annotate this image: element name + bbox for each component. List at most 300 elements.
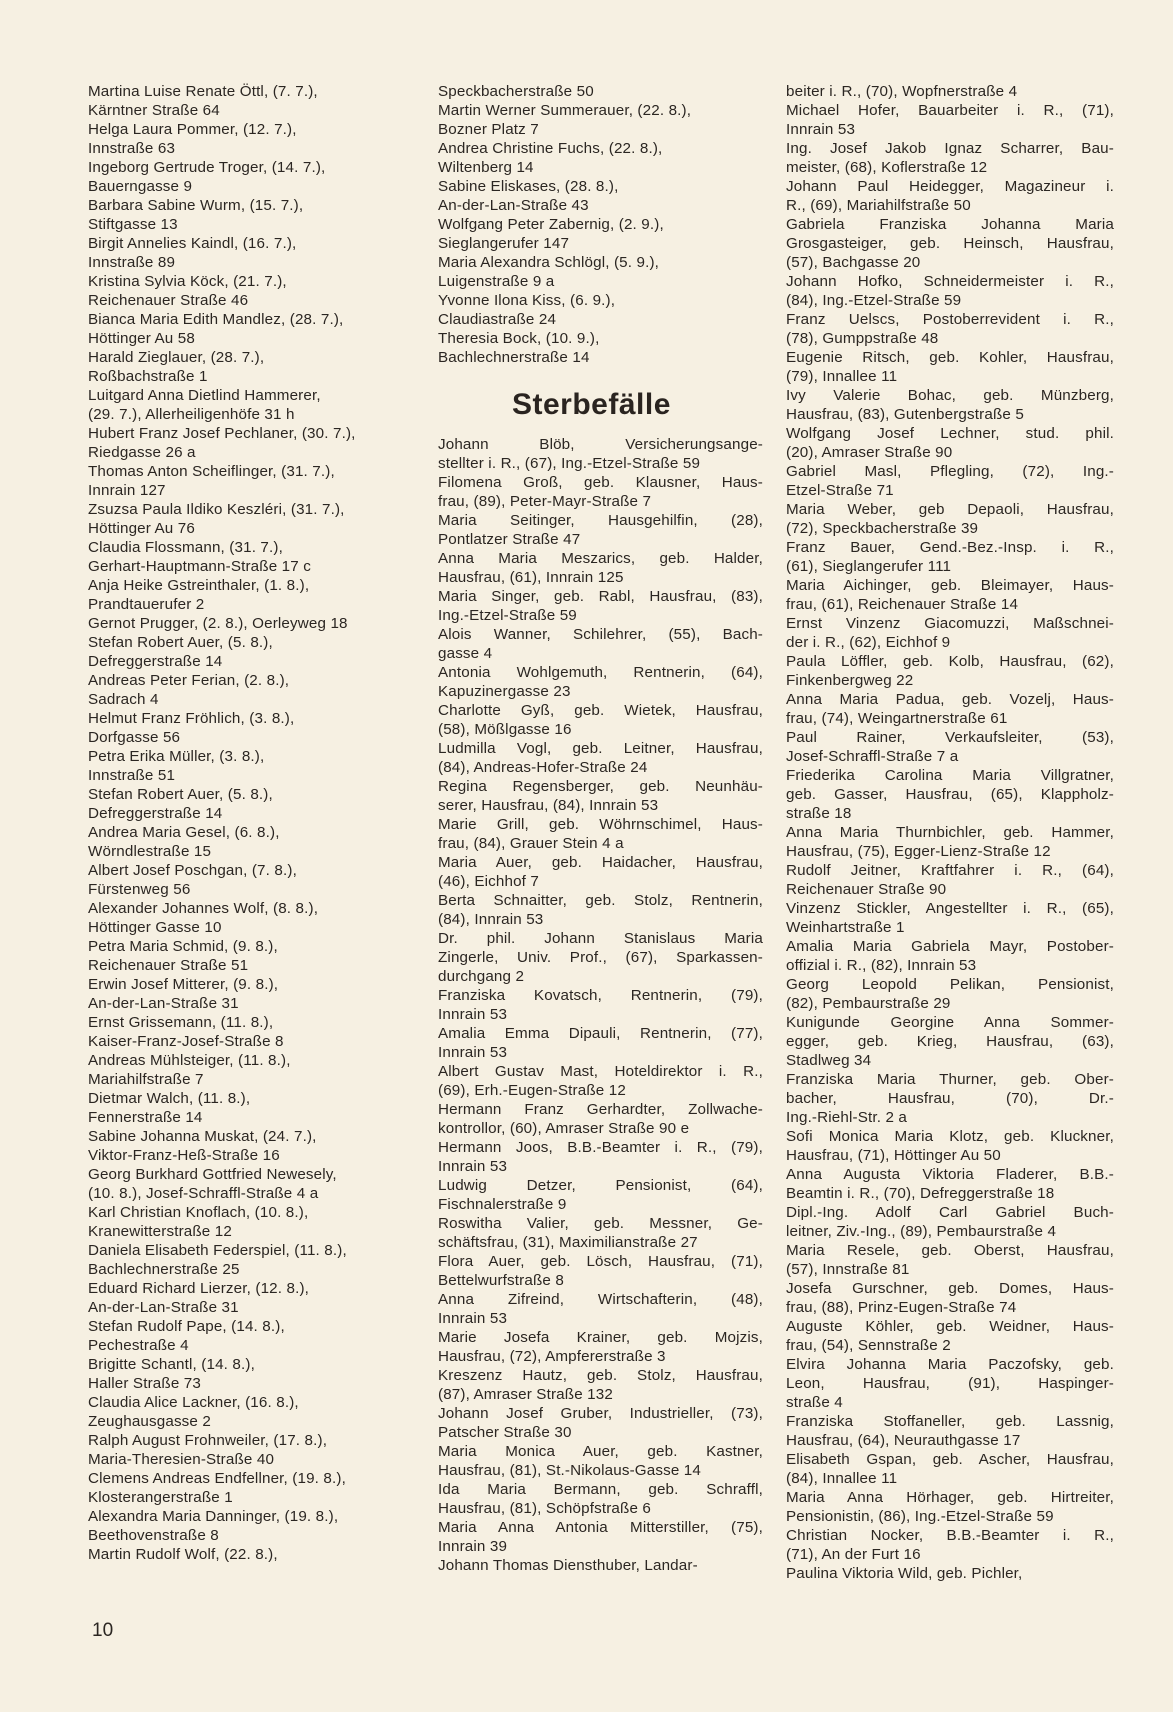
text-line: Stefan Robert Auer, (5. 8.), — [88, 634, 273, 651]
text-line: Innrain 39 — [438, 1538, 508, 1555]
text-line: Petra Erika Müller, (3. 8.), — [88, 748, 265, 765]
death-entry — [786, 576, 1114, 614]
text-line: Claudia Alice Lackner, (16. 8.), — [88, 1394, 299, 1411]
text-line: Franziska Kovatsch, Rentnerin, (79), — [438, 987, 763, 1004]
deaths-heading: Sterbefälle — [512, 388, 671, 421]
death-entry — [438, 1442, 763, 1480]
death-entry — [786, 766, 1114, 823]
text-line: Ralph August Frohnweiler, (17. 8.), — [88, 1432, 328, 1449]
text-line: Innrain 53 — [438, 1006, 508, 1023]
text-line: Vinzenz Stickler, Angestellter i. R., (65), — [786, 900, 1114, 917]
death-entry — [786, 1241, 1114, 1279]
text-line: Franz Bauer, Gend.-Bez.-Insp. i. R., — [786, 539, 1114, 556]
text-line: Rudolf Jeitner, Kraftfahrer i. R., (64), — [786, 862, 1114, 879]
text-line: Eugenie Ritsch, geb. Kohler, Hausfrau, — [786, 349, 1114, 366]
text-line: Helga Laura Pommer, (12. 7.), — [88, 121, 297, 138]
text-line: Wiltenberg 14 — [438, 159, 534, 176]
text-line: Hausfrau, (83), Gutenbergstraße 5 — [786, 406, 1024, 423]
text-line: Gerhart-Hauptmann-Straße 17 c — [88, 558, 311, 575]
text-line: Paulina Viktoria Wild, geb. Pichler, — [786, 1565, 1023, 1582]
text-line: (61), Sieglangerufer 111 — [786, 558, 952, 575]
text-line: Höttinger Au 76 — [88, 520, 195, 537]
text-line: Christian Nocker, B.B.-Beamter i. R., — [786, 1527, 1114, 1544]
text-line: Zeughausgasse 2 — [88, 1413, 211, 1430]
text-line: Prandtauerufer 2 — [88, 596, 205, 613]
death-entry — [438, 891, 763, 929]
text-line: Innstraße 63 — [88, 140, 176, 157]
text-line: Innrain 53 — [438, 1044, 508, 1061]
text-line: meister, (68), Koflerstraße 12 — [786, 159, 988, 176]
text-line: bacher, Hausfrau, (70), Dr.- — [786, 1090, 1114, 1107]
text-line: Johann Blöb, Versicherungsange- — [438, 436, 763, 453]
text-line: Hermann Joos, B.B.-Beamter i. R., (79), — [438, 1139, 763, 1156]
text-line: Marie Josefa Krainer, geb. Mojzis, — [438, 1329, 763, 1346]
death-entry — [786, 728, 1114, 766]
text-line: Maria Aichinger, geb. Bleimayer, Haus- — [786, 577, 1114, 594]
text-line: (87), Amraser Straße 132 — [438, 1386, 613, 1403]
text-line: Maria Auer, geb. Haidacher, Hausfrau, — [438, 854, 763, 871]
text-line: Anna Maria Padua, geb. Vozelj, Haus- — [786, 691, 1114, 708]
text-line: Claudia Flossmann, (31. 7.), — [88, 539, 283, 556]
death-entry — [786, 614, 1114, 652]
text-line: Franziska Maria Thurner, geb. Ober- — [786, 1071, 1114, 1088]
text-line: Thomas Anton Scheiflinger, (31. 7.), — [88, 463, 335, 480]
text-line: Sieglangerufer 147 — [438, 235, 570, 252]
text-line: Kranewitterstraße 12 — [88, 1223, 232, 1240]
text-line: Amalia Maria Gabriela Mayr, Postober- — [786, 938, 1114, 955]
text-line: Martin Werner Summerauer, (22. 8.), — [438, 102, 692, 119]
text-line: Hubert Franz Josef Pechlaner, (30. 7.), — [88, 425, 356, 442]
text-line: (78), Gumppstraße 48 — [786, 330, 939, 347]
text-line: Klosterangerstraße 1 — [88, 1489, 233, 1506]
text-line: Anna Maria Meszarics, geb. Halder, — [438, 550, 763, 567]
death-entry — [438, 1100, 763, 1138]
text-line: Maria Monica Auer, geb. Kastner, — [438, 1443, 763, 1460]
text-line: (57), Bachgasse 20 — [786, 254, 921, 271]
text-line: frau, (89), Peter-Mayr-Straße 7 — [438, 493, 652, 510]
death-entry — [786, 310, 1114, 348]
death-entry — [786, 82, 1114, 101]
text-line: (71), An der Furt 16 — [786, 1546, 921, 1563]
death-entry — [438, 435, 763, 473]
text-line: Fürstenweg 56 — [88, 881, 191, 898]
text-line: Ernst Grissemann, (11. 8.), — [88, 1014, 274, 1031]
text-line: Charlotte Gyß, geb. Wietek, Hausfrau, — [438, 702, 763, 719]
text-line: Hausfrau, (61), Innrain 125 — [438, 569, 624, 586]
death-entry — [786, 1013, 1114, 1070]
text-line: Innstraße 89 — [88, 254, 176, 271]
text-line: Innstraße 51 — [88, 767, 176, 784]
death-entry — [786, 1564, 1114, 1583]
text-line: Alexandra Maria Danninger, (19. 8.), — [88, 1508, 339, 1525]
text-line: Defreggerstraße 14 — [88, 805, 223, 822]
text-line: Patscher Straße 30 — [438, 1424, 572, 1441]
text-line: Josefa Gurschner, geb. Domes, Haus- — [786, 1280, 1114, 1297]
text-line: Hausfrau, (71), Höttinger Au 50 — [786, 1147, 1001, 1164]
text-line: An-der-Lan-Straße 43 — [438, 197, 589, 214]
text-line: Andreas Mühlsteiger, (11. 8.), — [88, 1052, 291, 1069]
text-line: der i. R., (62), Eichhof 9 — [786, 634, 951, 651]
text-line: Franz Uelscs, Postoberrevident i. R., — [786, 311, 1114, 328]
death-entry — [438, 1252, 763, 1290]
death-entry — [438, 1518, 763, 1556]
text-line: (29. 7.), Allerheiligenhöfe 31 h — [88, 406, 295, 423]
text-line: Bettelwurfstraße 8 — [438, 1272, 564, 1289]
text-line: frau, (84), Grauer Stein 4 a — [438, 835, 624, 852]
text-line: Sabine Eliskases, (28. 8.), — [438, 178, 619, 195]
death-entry — [786, 386, 1114, 424]
text-line: Wolfgang Peter Zabernig, (2. 9.), — [438, 216, 664, 233]
text-line: Friederika Carolina Maria Villgratner, — [786, 767, 1114, 784]
text-line: Bachlechnerstraße 14 — [438, 349, 590, 366]
text-line: Marie Grill, geb. Wöhrnschimel, Haus- — [438, 816, 763, 833]
text-line: Viktor-Franz-Heß-Straße 16 — [88, 1147, 280, 1164]
death-entry — [786, 462, 1114, 500]
text-line: Maria Seitinger, Hausgehilfin, (28), — [438, 512, 763, 529]
text-line: Sofi Monica Maria Klotz, geb. Kluckner, — [786, 1128, 1114, 1145]
text-line: R., (69), Mariahilfstraße 50 — [786, 197, 971, 214]
text-line: An-der-Lan-Straße 31 — [88, 995, 239, 1012]
death-entry — [438, 1214, 763, 1252]
text-line: Etzel-Straße 71 — [786, 482, 894, 499]
text-line: Höttinger Au 58 — [88, 330, 195, 347]
text-line: Ludmilla Vogl, geb. Leitner, Hausfrau, — [438, 740, 763, 757]
text-line: Anja Heike Gstreinthaler, (1. 8.), — [88, 577, 310, 594]
text-line: Weinhartstraße 1 — [786, 919, 905, 936]
text-line: Ing.-Etzel-Straße 59 — [438, 607, 577, 624]
text-line: frau, (61), Reichenauer Straße 14 — [786, 596, 1019, 613]
death-entry — [786, 1355, 1114, 1412]
text-line: Reichenauer Straße 51 — [88, 957, 249, 974]
death-entry — [786, 1070, 1114, 1127]
death-entry — [438, 1366, 763, 1404]
death-entry — [786, 272, 1114, 310]
text-line: Harald Zieglauer, (28. 7.), — [88, 349, 265, 366]
death-entry — [786, 538, 1114, 576]
text-line: schäftsfrau, (31), Maximilianstraße 27 — [438, 1234, 698, 1251]
text-line: Zingerle, Univ. Prof., (67), Sparkassen- — [438, 949, 763, 966]
text-line: Elvira Johanna Maria Paczofsky, geb. — [786, 1356, 1114, 1373]
text-line: Finkenbergweg 22 — [786, 672, 914, 689]
text-line: Erwin Josef Mitterer, (9. 8.), — [88, 976, 279, 993]
text-line: Karl Christian Knoflach, (10. 8.), — [88, 1204, 309, 1221]
text-line: Ing. Josef Jakob Ignaz Scharrer, Bau- — [786, 140, 1114, 157]
text-line: Martin Rudolf Wolf, (22. 8.), — [88, 1546, 278, 1563]
text-line: geb. Gasser, Hausfrau, (65), Klappholz- — [786, 786, 1114, 803]
text-line: Paul Rainer, Verkaufsleiter, (53), — [786, 729, 1114, 746]
death-entry — [786, 937, 1114, 975]
death-entry — [786, 1450, 1114, 1488]
text-line: Ludwig Detzer, Pensionist, (64), — [438, 1177, 763, 1194]
text-line: Beethovenstraße 8 — [88, 1527, 219, 1544]
text-line: Beamtin i. R., (70), Defreggerstraße 18 — [786, 1185, 1055, 1202]
death-entry — [438, 1404, 763, 1442]
text-line: Claudiastraße 24 — [438, 311, 557, 328]
text-line: Bauerngasse 9 — [88, 178, 193, 195]
text-line: Innrain 53 — [438, 1158, 508, 1175]
text-line: (84), Ing.-Etzel-Straße 59 — [786, 292, 962, 309]
text-line: Defreggerstraße 14 — [88, 653, 223, 670]
death-entry — [786, 975, 1114, 1013]
text-line: frau, (74), Weingartnerstraße 61 — [786, 710, 1008, 727]
text-line: Riedgasse 26 a — [88, 444, 196, 461]
text-line: (58), Mößlgasse 16 — [438, 721, 572, 738]
text-line: Gabriel Masl, Pflegling, (72), Ing.- — [786, 463, 1114, 480]
text-line: Hausfrau, (81), St.-Nikolaus-Gasse 14 — [438, 1462, 701, 1479]
death-entry — [786, 500, 1114, 538]
death-entry — [438, 701, 763, 739]
text-line: An-der-Lan-Straße 31 — [88, 1299, 239, 1316]
text-line: Anna Zifreind, Wirtschafterin, (48), — [438, 1291, 763, 1308]
text-line: Albert Josef Poschgan, (7. 8.), — [88, 862, 297, 879]
text-line: Bianca Maria Edith Mandlez, (28. 7.), — [88, 311, 344, 328]
deaths-list-column-3 — [786, 82, 1114, 1583]
death-entry — [438, 625, 763, 663]
text-line: (69), Erh.-Eugen-Straße 12 — [438, 1082, 626, 1099]
text-line: straße 4 — [786, 1394, 843, 1411]
text-line: Albert Gustav Mast, Hoteldirektor i. R., — [438, 1063, 763, 1080]
text-line: Innrain 53 — [786, 121, 856, 138]
text-line: Maria Singer, geb. Rabl, Hausfrau, (83), — [438, 588, 763, 605]
death-entry — [786, 139, 1114, 177]
death-entry — [438, 986, 763, 1024]
death-entry — [786, 1127, 1114, 1165]
text-line: Gabriela Franziska Johanna Maria — [786, 216, 1114, 233]
death-entry — [786, 861, 1114, 899]
text-line: Helmut Franz Fröhlich, (3. 8.), — [88, 710, 295, 727]
text-line: gasse 4 — [438, 645, 493, 662]
text-line: Johann Thomas Diensthuber, Landar- — [438, 1557, 698, 1574]
text-line: Theresia Bock, (10. 9.), — [438, 330, 600, 347]
text-line: (72), Speckbacherstraße 39 — [786, 520, 979, 537]
death-entry — [438, 1556, 763, 1575]
text-line: Johann Hofko, Schneidermeister i. R., — [786, 273, 1114, 290]
text-line: Fischnalerstraße 9 — [438, 1196, 567, 1213]
death-entry — [786, 348, 1114, 386]
text-line: Anna Augusta Viktoria Fladerer, B.B.- — [786, 1166, 1114, 1183]
text-line: Dipl.-Ing. Adolf Carl Gabriel Buch- — [786, 1204, 1114, 1221]
death-entry — [786, 1317, 1114, 1355]
text-line: frau, (54), Sennstraße 2 — [786, 1337, 951, 1354]
text-line: Hausfrau, (81), Schöpfstraße 6 — [438, 1500, 652, 1517]
text-line: Andrea Maria Gesel, (6. 8.), — [88, 824, 280, 841]
text-line: Alois Wanner, Schilehrer, (55), Bach- — [438, 626, 763, 643]
text-line: Antonia Wohlgemuth, Rentnerin, (64), — [438, 664, 763, 681]
births-continued-list — [438, 82, 763, 367]
text-line: Wolfgang Josef Lechner, stud. phil. — [786, 425, 1114, 442]
text-line: Stefan Rudolf Pape, (14. 8.), — [88, 1318, 285, 1335]
text-line: Clemens Andreas Endfellner, (19. 8.), — [88, 1470, 346, 1487]
death-entry — [786, 1412, 1114, 1450]
death-entry — [438, 929, 763, 986]
text-line: Johann Paul Heidegger, Magazineur i. — [786, 178, 1114, 195]
text-line: (82), Pembaurstraße 29 — [786, 995, 951, 1012]
death-entry — [786, 652, 1114, 690]
text-line: Maria-Theresien-Straße 40 — [88, 1451, 275, 1468]
death-entry — [438, 1480, 763, 1518]
death-entry — [786, 177, 1114, 215]
text-line: Innrain 53 — [438, 1310, 508, 1327]
text-line: Hausfrau, (64), Neurauthgasse 17 — [786, 1432, 1021, 1449]
text-line: Pontlatzer Straße 47 — [438, 531, 581, 548]
text-line: Maria Weber, geb Depaoli, Hausfrau, — [786, 501, 1114, 518]
text-line: beiter i. R., (70), Wopfnerstraße 4 — [786, 83, 1018, 100]
text-line: Wörndlestraße 15 — [88, 843, 212, 860]
text-line: Hermann Franz Gerhardter, Zollwache- — [438, 1101, 763, 1118]
text-line: Josef-Schraffl-Straße 7 a — [786, 748, 959, 765]
text-line: Petra Maria Schmid, (9. 8.), — [88, 938, 278, 955]
death-entry — [786, 1203, 1114, 1241]
death-entry — [438, 1328, 763, 1366]
text-line: Ernst Vinzenz Giacomuzzi, Maßschnei- — [786, 615, 1114, 632]
text-line: Michael Hofer, Bauarbeiter i. R., (71), — [786, 102, 1114, 119]
text-line: Andreas Peter Ferian, (2. 8.), — [88, 672, 290, 689]
death-entry — [786, 1279, 1114, 1317]
text-line: Reichenauer Straße 46 — [88, 292, 249, 309]
text-line: straße 18 — [786, 805, 852, 822]
text-line: Daniela Elisabeth Federspiel, (11. 8.), — [88, 1242, 347, 1259]
text-line: Maria Anna Antonia Mitterstiller, (75), — [438, 1519, 763, 1536]
text-line: Franziska Stoffaneller, geb. Lassnig, — [786, 1413, 1114, 1430]
text-line: Stiftgasse 13 — [88, 216, 178, 233]
death-entry — [438, 473, 763, 511]
text-line: Andrea Christine Fuchs, (22. 8.), — [438, 140, 663, 157]
text-line: Ingeborg Gertrude Troger, (14. 7.), — [88, 159, 326, 176]
death-entry — [438, 777, 763, 815]
text-line: Kreszenz Hautz, geb. Stolz, Hausfrau, — [438, 1367, 763, 1384]
text-line: Stadlweg 34 — [786, 1052, 872, 1069]
text-line: egger, geb. Krieg, Hausfrau, (63), — [786, 1033, 1114, 1050]
death-entry — [786, 215, 1114, 272]
text-line: kontrollor, (60), Amraser Straße 90 e — [438, 1120, 690, 1137]
text-line: Sabine Johanna Muskat, (24. 7.), — [88, 1128, 317, 1145]
text-line: frau, (88), Prinz-Eugen-Straße 74 — [786, 1299, 1017, 1316]
text-line: Berta Schnaitter, geb. Stolz, Rentnerin, — [438, 892, 763, 909]
text-line: Reichenauer Straße 90 — [786, 881, 947, 898]
text-line: Pensionistin, (86), Ing.-Etzel-Straße 59 — [786, 1508, 1054, 1525]
death-entry — [438, 739, 763, 777]
text-line: (20), Amraser Straße 90 — [786, 444, 953, 461]
text-line: Mariahilfstraße 7 — [88, 1071, 204, 1088]
text-line: Dr. phil. Johann Stanislaus Maria — [438, 930, 763, 947]
death-entry — [438, 587, 763, 625]
text-line: Filomena Groß, geb. Klausner, Haus- — [438, 474, 763, 491]
text-line: Georg Leopold Pelikan, Pensionist, — [786, 976, 1114, 993]
death-entry — [438, 1024, 763, 1062]
text-line: Zsuzsa Paula Ildiko Keszléri, (31. 7.), — [88, 501, 345, 518]
text-line: Fennerstraße 14 — [88, 1109, 203, 1126]
text-line: Grosgasteiger, geb. Heinsch, Hausfrau, — [786, 235, 1114, 252]
text-line: Stefan Robert Auer, (5. 8.), — [88, 786, 273, 803]
text-line: Flora Auer, geb. Lösch, Hausfrau, (71), — [438, 1253, 763, 1270]
text-line: Kaiser-Franz-Josef-Straße 8 — [88, 1033, 284, 1050]
text-line: Birgit Annelies Kaindl, (16. 7.), — [88, 235, 297, 252]
death-entry — [786, 1488, 1114, 1526]
death-entry — [438, 1062, 763, 1100]
text-line: stellter i. R., (67), Ing.-Etzel-Straße 59 — [438, 455, 701, 472]
death-entry — [786, 101, 1114, 139]
text-line: Paula Löffler, geb. Kolb, Hausfrau, (62), — [786, 653, 1114, 670]
text-line: Barbara Sabine Wurm, (15. 7.), — [88, 197, 304, 214]
text-line: Regina Regensberger, geb. Neunhäu- — [438, 778, 763, 795]
text-line: Luigenstraße 9 a — [438, 273, 555, 290]
text-line: Kärntner Straße 64 — [88, 102, 220, 119]
text-line: (84), Innrain 53 — [438, 911, 544, 928]
text-line: durchgang 2 — [438, 968, 525, 985]
text-line: Ida Maria Bermann, geb. Schraffl, — [438, 1481, 763, 1498]
births-deaths-column-2 — [438, 82, 763, 1575]
death-entry — [438, 1176, 763, 1214]
text-line: Ivy Valerie Bohac, geb. Münzberg, — [786, 387, 1114, 404]
text-line: Kristina Sylvia Köck, (21. 7.), — [88, 273, 287, 290]
text-line: Luitgard Anna Dietlind Hammerer, — [88, 387, 321, 404]
text-line: Speckbacherstraße 50 — [438, 83, 594, 100]
text-line: Pechestraße 4 — [88, 1337, 189, 1354]
text-line: Haller Straße 73 — [88, 1375, 201, 1392]
text-line: Hausfrau, (72), Ampfererstraße 3 — [438, 1348, 666, 1365]
page-number: 10 — [92, 1620, 114, 1641]
death-entry — [438, 1290, 763, 1328]
text-line: (84), Andreas-Hofer-Straße 24 — [438, 759, 648, 776]
text-line: Innrain 127 — [88, 482, 166, 499]
death-entry — [438, 1138, 763, 1176]
text-line: Brigitte Schantl, (14. 8.), — [88, 1356, 255, 1373]
death-entry — [786, 424, 1114, 462]
death-entry — [438, 853, 763, 891]
text-line: Ing.-Riehl-Str. 2 a — [786, 1109, 908, 1126]
text-line: Georg Burkhard Gottfried Newesely, — [88, 1166, 337, 1183]
death-entry — [786, 1165, 1114, 1203]
text-line: Dorfgasse 56 — [88, 729, 181, 746]
text-line: Hausfrau, (75), Egger-Lienz-Straße 12 — [786, 843, 1051, 860]
death-entry — [438, 815, 763, 853]
text-line: Auguste Köhler, geb. Weidner, Haus- — [786, 1318, 1114, 1335]
text-line: Anna Maria Thurnbichler, geb. Hammer, — [786, 824, 1114, 841]
deaths-list-column-2 — [438, 435, 763, 1575]
text-line: Dietmar Walch, (11. 8.), — [88, 1090, 251, 1107]
text-line: Bozner Platz 7 — [438, 121, 539, 138]
death-entry — [786, 1526, 1114, 1564]
text-line: leitner, Ziv.-Ing., (89), Pembaurstraße 4 — [786, 1223, 1057, 1240]
text-line: offizial i. R., (82), Innrain 53 — [786, 957, 977, 974]
text-line: Maria Anna Hörhager, geb. Hirtreiter, — [786, 1489, 1114, 1506]
text-line: (84), Innallee 11 — [786, 1470, 898, 1487]
text-line: (79), Innallee 11 — [786, 368, 898, 385]
births-column-1 — [88, 82, 413, 1564]
text-line: Yvonne Ilona Kiss, (6. 9.), — [438, 292, 616, 309]
text-line: Roswitha Valier, geb. Messner, Ge- — [438, 1215, 763, 1232]
text-line: Martina Luise Renate Öttl, (7. 7.), — [88, 83, 318, 100]
text-line: (10. 8.), Josef-Schraffl-Straße 4 a — [88, 1185, 319, 1202]
text-line: Gernot Prugger, (2. 8.), Oerleyweg 18 — [88, 615, 348, 632]
text-line: (46), Eichhof 7 — [438, 873, 540, 890]
text-line: Amalia Emma Dipauli, Rentnerin, (77), — [438, 1025, 763, 1042]
text-line: Roßbachstraße 1 — [88, 368, 208, 385]
text-line: serer, Hausfrau, (84), Innrain 53 — [438, 797, 659, 814]
death-entry — [786, 823, 1114, 861]
text-line: Maria Alexandra Schlögl, (5. 9.), — [438, 254, 660, 271]
text-line: Höttinger Gasse 10 — [88, 919, 222, 936]
death-entry — [786, 899, 1114, 937]
text-line: Maria Resele, geb. Oberst, Hausfrau, — [786, 1242, 1114, 1259]
text-line: Elisabeth Gspan, geb. Ascher, Hausfrau, — [786, 1451, 1114, 1468]
death-entry — [786, 690, 1114, 728]
text-line: Alexander Johannes Wolf, (8. 8.), — [88, 900, 319, 917]
death-entry — [438, 511, 763, 549]
text-line: Leon, Hausfrau, (91), Haspinger- — [786, 1375, 1114, 1392]
text-line: (57), Innstraße 81 — [786, 1261, 910, 1278]
death-entry — [438, 663, 763, 701]
